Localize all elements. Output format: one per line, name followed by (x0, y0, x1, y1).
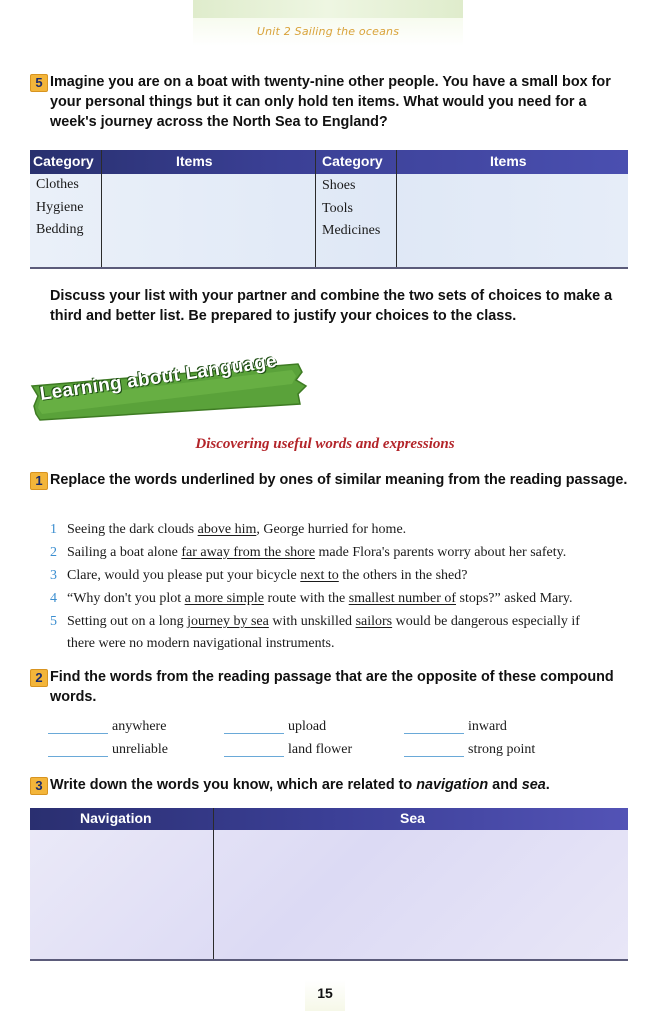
list-item: 1 Seeing the dark clouds above him, George hurried for home. (50, 522, 407, 537)
list-item: 4 “Why don't you plot a more simple route with the smallest number of stops?” asked Mary. (50, 591, 573, 606)
exercise-1-badge: 1 (30, 472, 48, 490)
list-item: 3 Clare, would you please put your bicycle next to the others in the shed? (50, 568, 468, 583)
answer-blank (404, 733, 464, 734)
section-subtitle: Discovering useful words and expressions (195, 436, 455, 452)
list-item: 5 Setting out on a long journey by sea with unskilled sailors would be dangerous especially if there were no modern navigational instruments. (50, 614, 580, 651)
compound-word: anywhere (112, 719, 167, 734)
category-hygiene: Hygiene (36, 200, 84, 215)
discussion-text: Discuss your list with your partner and combine the two sets of choices to make a third and better list. Be prepared to justify your choices to the class. (50, 288, 613, 324)
header-navigation: Navigation (80, 810, 152, 826)
header-band (193, 0, 463, 46)
list-item: 2 Sailing a boat alone far away from the shore made Flora's parents worry about her safety. (50, 545, 567, 560)
compound-word: land flower (288, 742, 353, 757)
compound-word: strong point (468, 742, 536, 757)
task-number-badge: 5 (30, 74, 48, 92)
vocabulary-table (30, 808, 628, 960)
header-items-left: Items (176, 153, 213, 169)
category-medicines: Medicines (322, 223, 381, 238)
exercise-2-instruction: Find the words from the reading passage that are the opposite of these compound words. (50, 669, 614, 705)
header-category-right: Category (322, 153, 383, 169)
exercise-1-instruction: Replace the words underlined by ones of similar meaning from the reading passage. (50, 472, 628, 488)
category-clothes: Clothes (36, 177, 79, 192)
category-tools: Tools (322, 201, 353, 216)
category-bedding: Bedding (36, 222, 84, 237)
compound-word: upload (288, 719, 327, 734)
unit-title: Unit 2 Sailing the oceans (256, 25, 400, 38)
page-number: 15 (317, 985, 333, 1001)
section-banner (30, 350, 330, 432)
banner-title: Learning about Language (38, 350, 279, 405)
answer-blank (48, 756, 108, 757)
header-category-left: Category (33, 153, 94, 169)
answer-blank (224, 733, 284, 734)
task5-instruction: Imagine you are on a boat with twenty-nine other people. You have a small box for your personal things but it can only hold ten items. What would you need for a week's journey across the North Sea to England? (50, 74, 611, 130)
compound-word: unreliable (112, 742, 168, 757)
answer-blank (48, 733, 108, 734)
exercise-2-badge: 2 (30, 669, 48, 687)
header-items-right: Items (490, 153, 527, 169)
packing-list-table (30, 150, 628, 268)
compound-word: inward (468, 719, 507, 734)
exercise-3-instruction: Write down the words you know, which are related to navigation and sea. (50, 777, 550, 793)
answer-blank (224, 756, 284, 757)
header-sea: Sea (400, 810, 425, 826)
exercise-3-badge: 3 (30, 777, 48, 795)
answer-blank (404, 756, 464, 757)
category-shoes: Shoes (322, 178, 356, 193)
